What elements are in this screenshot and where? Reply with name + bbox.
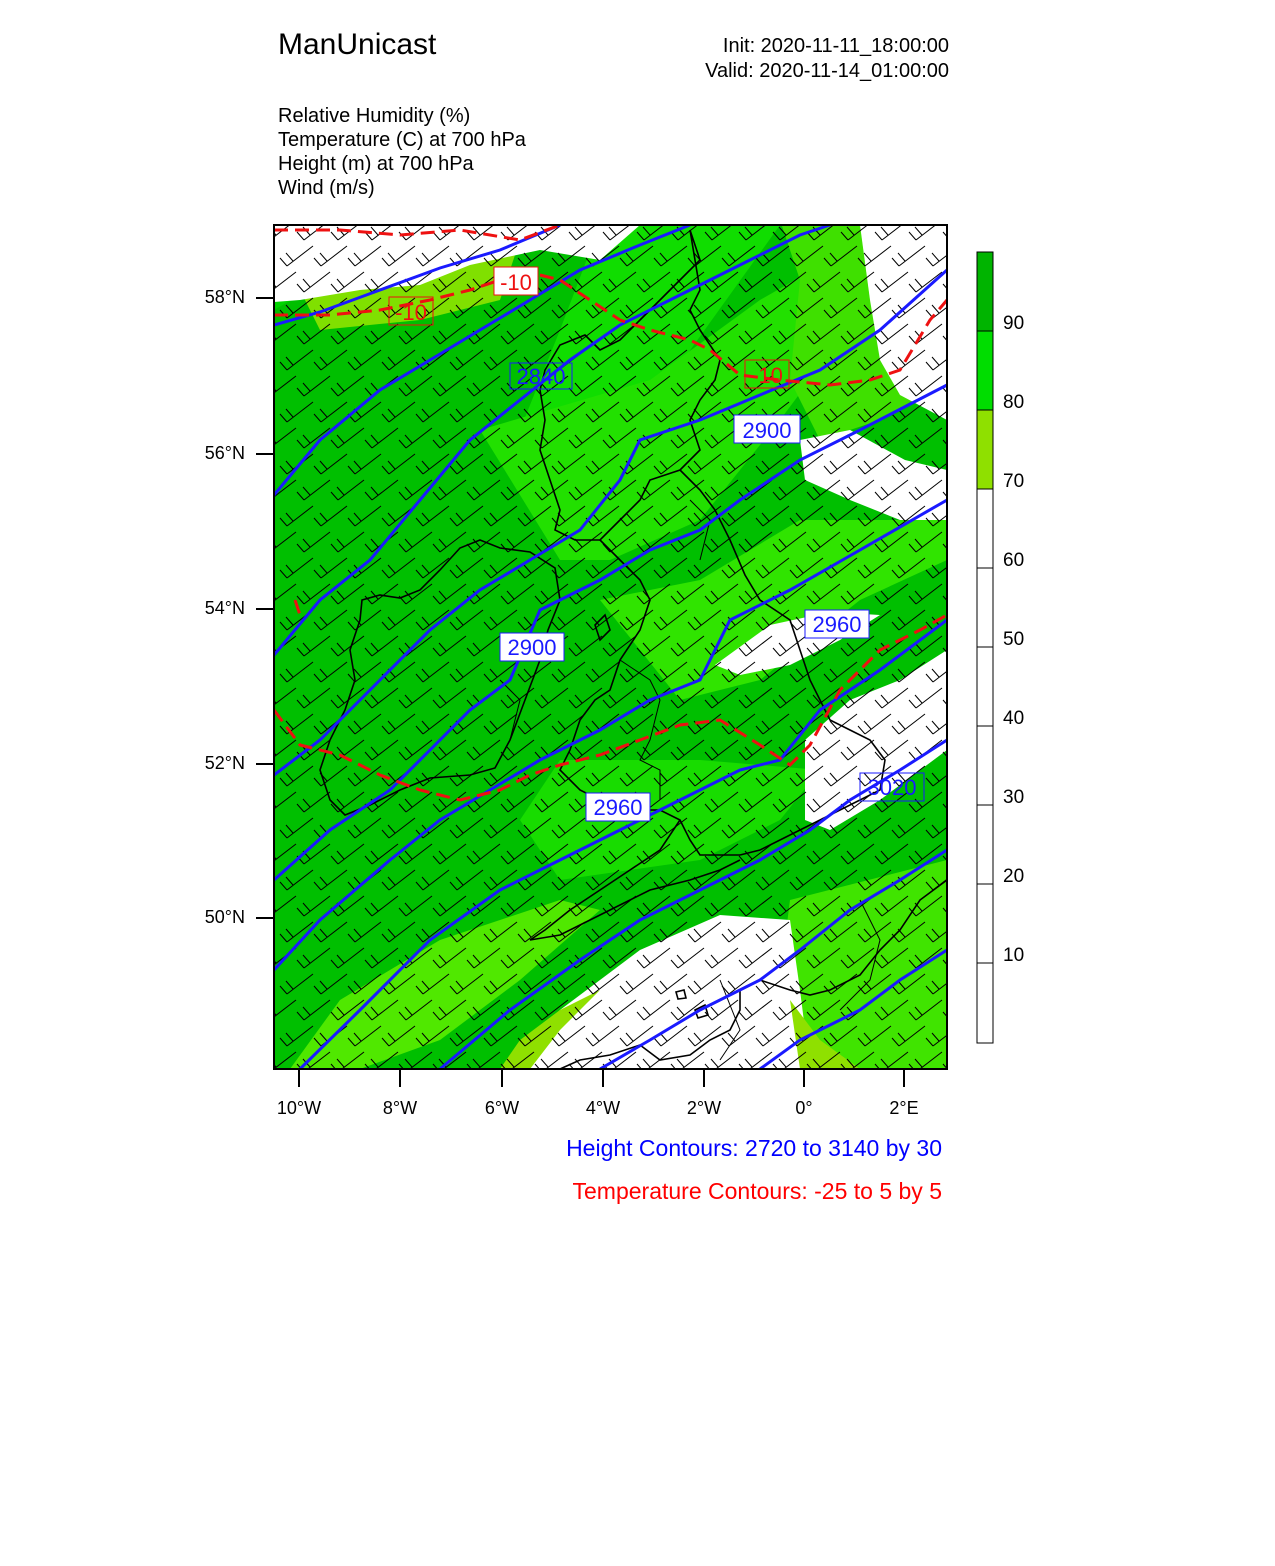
height-label: 2960: [593, 795, 643, 820]
temperature-label: -10: [751, 363, 783, 388]
temperature-label: -10: [500, 270, 532, 295]
colorbar-label: 30: [1003, 787, 1025, 808]
colorbar-label: 60: [1003, 550, 1025, 571]
colorbar-label: 20: [1003, 866, 1025, 887]
colorbar-label: 10: [1003, 945, 1025, 966]
height-contours-caption: Height Contours: 2720 to 3140 by 30: [566, 1135, 942, 1161]
height-label: 2840: [516, 364, 566, 389]
colorbar-label: 40: [1003, 708, 1025, 729]
temperature-contours-caption: Temperature Contours: -25 to 5 by 5: [572, 1178, 942, 1204]
height-label: 2900: [742, 418, 792, 443]
field-relative-humidity: Relative Humidity (%): [278, 105, 471, 127]
field-wind: Wind (m/s): [278, 177, 375, 199]
lon-label: 0°: [795, 1098, 813, 1118]
lat-label: 52°N: [204, 753, 245, 773]
temperature-label: -10: [395, 300, 427, 325]
colorbar-label: 90: [1003, 313, 1025, 334]
lon-label: 2°W: [686, 1098, 722, 1118]
colorbar-label: 80: [1003, 392, 1025, 413]
lon-label: 2°E: [889, 1098, 919, 1118]
height-label: 2960: [812, 612, 862, 637]
lat-label: 50°N: [204, 907, 245, 927]
colorbar-label: 50: [1003, 629, 1025, 650]
rh-colorbar: [977, 252, 993, 1043]
valid-time: Valid: 2020-11-14_01:00:00: [705, 60, 949, 82]
lat-label: 56°N: [204, 443, 245, 463]
lon-label: 4°W: [585, 1098, 621, 1118]
field-height: Height (m) at 700 hPa: [278, 153, 474, 175]
field-temperature: Temperature (C) at 700 hPa: [278, 129, 526, 151]
init-time: Init: 2020-11-11_18:00:00: [722, 35, 949, 57]
height-label: 3020: [867, 775, 917, 800]
height-label: 2900: [507, 635, 557, 660]
lat-label: 58°N: [204, 287, 245, 307]
colorbar-label: 70: [1003, 471, 1025, 492]
lon-label: 6°W: [484, 1098, 520, 1118]
lon-label: 8°W: [382, 1098, 418, 1118]
lon-label: 10°W: [276, 1098, 322, 1118]
model-title: ManUnicast: [278, 28, 437, 61]
lat-label: 54°N: [204, 598, 245, 618]
